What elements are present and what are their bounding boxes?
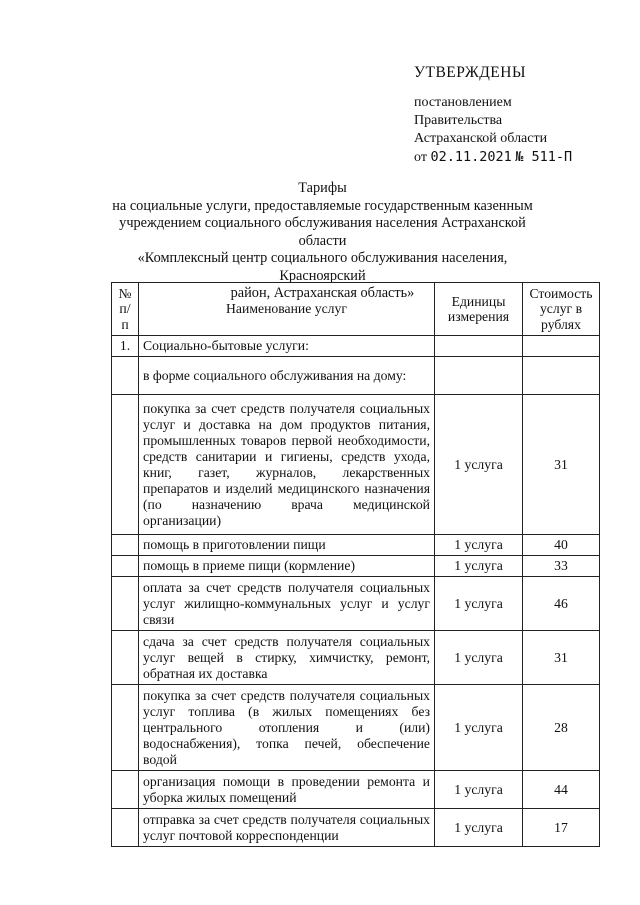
table-row <box>112 357 600 395</box>
table-row <box>112 395 600 535</box>
row-name: отправка за счет средств получателя социальных услуг почтовой корреспонденции <box>139 809 435 847</box>
table-row <box>112 535 600 556</box>
row-name: помощь в приеме пищи (кормление) <box>139 556 435 577</box>
row-price <box>523 336 600 357</box>
row-num <box>112 556 139 577</box>
row-price: 46 <box>523 577 600 631</box>
row-price: 17 <box>523 809 600 847</box>
row-price <box>523 357 600 395</box>
row-price: 31 <box>523 631 600 685</box>
row-unit: 1 услуга <box>435 771 523 809</box>
table-row <box>112 809 600 847</box>
approval-block <box>414 64 572 167</box>
row-unit: 1 услуга <box>435 395 523 535</box>
row-unit: 1 услуга <box>435 535 523 556</box>
row-num <box>112 771 139 809</box>
row-name: организация помощи в проведении ремонта и уборка жилых помещений <box>139 771 435 809</box>
row-price: 31 <box>523 395 600 535</box>
row-price: 40 <box>523 535 600 556</box>
row-num <box>112 685 139 771</box>
table-row <box>112 771 600 809</box>
title-line-4: «Комплексный центр социального обслуживания населения, Красноярский <box>137 250 508 284</box>
row-name: покупка за счет средств получателя социальных услуг и доставка на дом продуктов питания, промышленных товаров первой необходимости, средств санитарии и гигиены, средств ухода, книг, газет, журналов, лекарственных препаратов и изделий медицинского назначения (по назначению врача медицинской организации) <box>139 395 435 535</box>
row-num <box>112 631 139 685</box>
title-line-2: на социальные услуги, предоставляемые государственным казенным <box>112 197 533 214</box>
row-name: сдача за счет средств получателя социальных услуг вещей в стирку, химчистку, ремонт, обратная их доставка <box>139 631 435 685</box>
row-num <box>112 357 139 395</box>
title-line-5: район, Астраханская область» <box>230 285 415 301</box>
header-price: Стоимость услуг в рублях <box>523 283 600 336</box>
approval-heading: УТВЕРЖДЕНЫ <box>414 64 526 81</box>
row-name: Социально-бытовые услуги: <box>139 336 435 357</box>
approval-number: № 511-П <box>515 149 573 165</box>
table-row <box>112 685 600 771</box>
row-num <box>112 809 139 847</box>
approval-line-4 <box>414 148 572 167</box>
row-unit: 1 услуга <box>435 556 523 577</box>
title-line-1: Тарифы <box>298 180 347 196</box>
table-row <box>112 556 600 577</box>
header-num: № п/п <box>112 283 139 336</box>
row-unit: 1 услуга <box>435 577 523 631</box>
row-num: 1. <box>112 336 139 357</box>
row-name: оплата за счет средств получателя социальных услуг жилищно-коммунальных услуг и услуг связи <box>139 577 435 631</box>
table-row <box>112 336 600 357</box>
row-unit: 1 услуга <box>435 685 523 771</box>
row-price: 44 <box>523 771 600 809</box>
table-header-row <box>112 283 600 336</box>
approval-line-3: Астраханской области <box>414 131 548 146</box>
header-name: Наименование услуг <box>139 283 435 336</box>
row-name: покупка за счет средств получателя социальных услуг топлива (в жилых помещениях без центрального отопления и (или) водоснабжения), топка печей, обеспечение водой <box>139 685 435 771</box>
row-unit <box>435 336 523 357</box>
approval-date: 02.11.2021 <box>430 149 512 165</box>
header-unit: Единицы измерения <box>435 283 523 336</box>
row-name: помощь в приготовлении пищи <box>139 535 435 556</box>
row-price: 33 <box>523 556 600 577</box>
table-row <box>112 577 600 631</box>
title-line-3: учреждением социального обслуживания населения Астраханской области <box>119 215 526 249</box>
row-num <box>112 577 139 631</box>
row-num <box>112 535 139 556</box>
approval-line-2: Правительства <box>414 113 503 128</box>
row-name: в форме социального обслуживания на дому: <box>139 357 435 395</box>
row-unit <box>435 357 523 395</box>
approval-date-prefix: от <box>414 150 427 165</box>
row-unit: 1 услуга <box>435 809 523 847</box>
row-num <box>112 395 139 535</box>
row-unit: 1 услуга <box>435 631 523 685</box>
row-price: 28 <box>523 685 600 771</box>
table-row <box>112 631 600 685</box>
approval-line-1: постановлением <box>414 95 512 110</box>
tariff-table <box>111 282 600 847</box>
